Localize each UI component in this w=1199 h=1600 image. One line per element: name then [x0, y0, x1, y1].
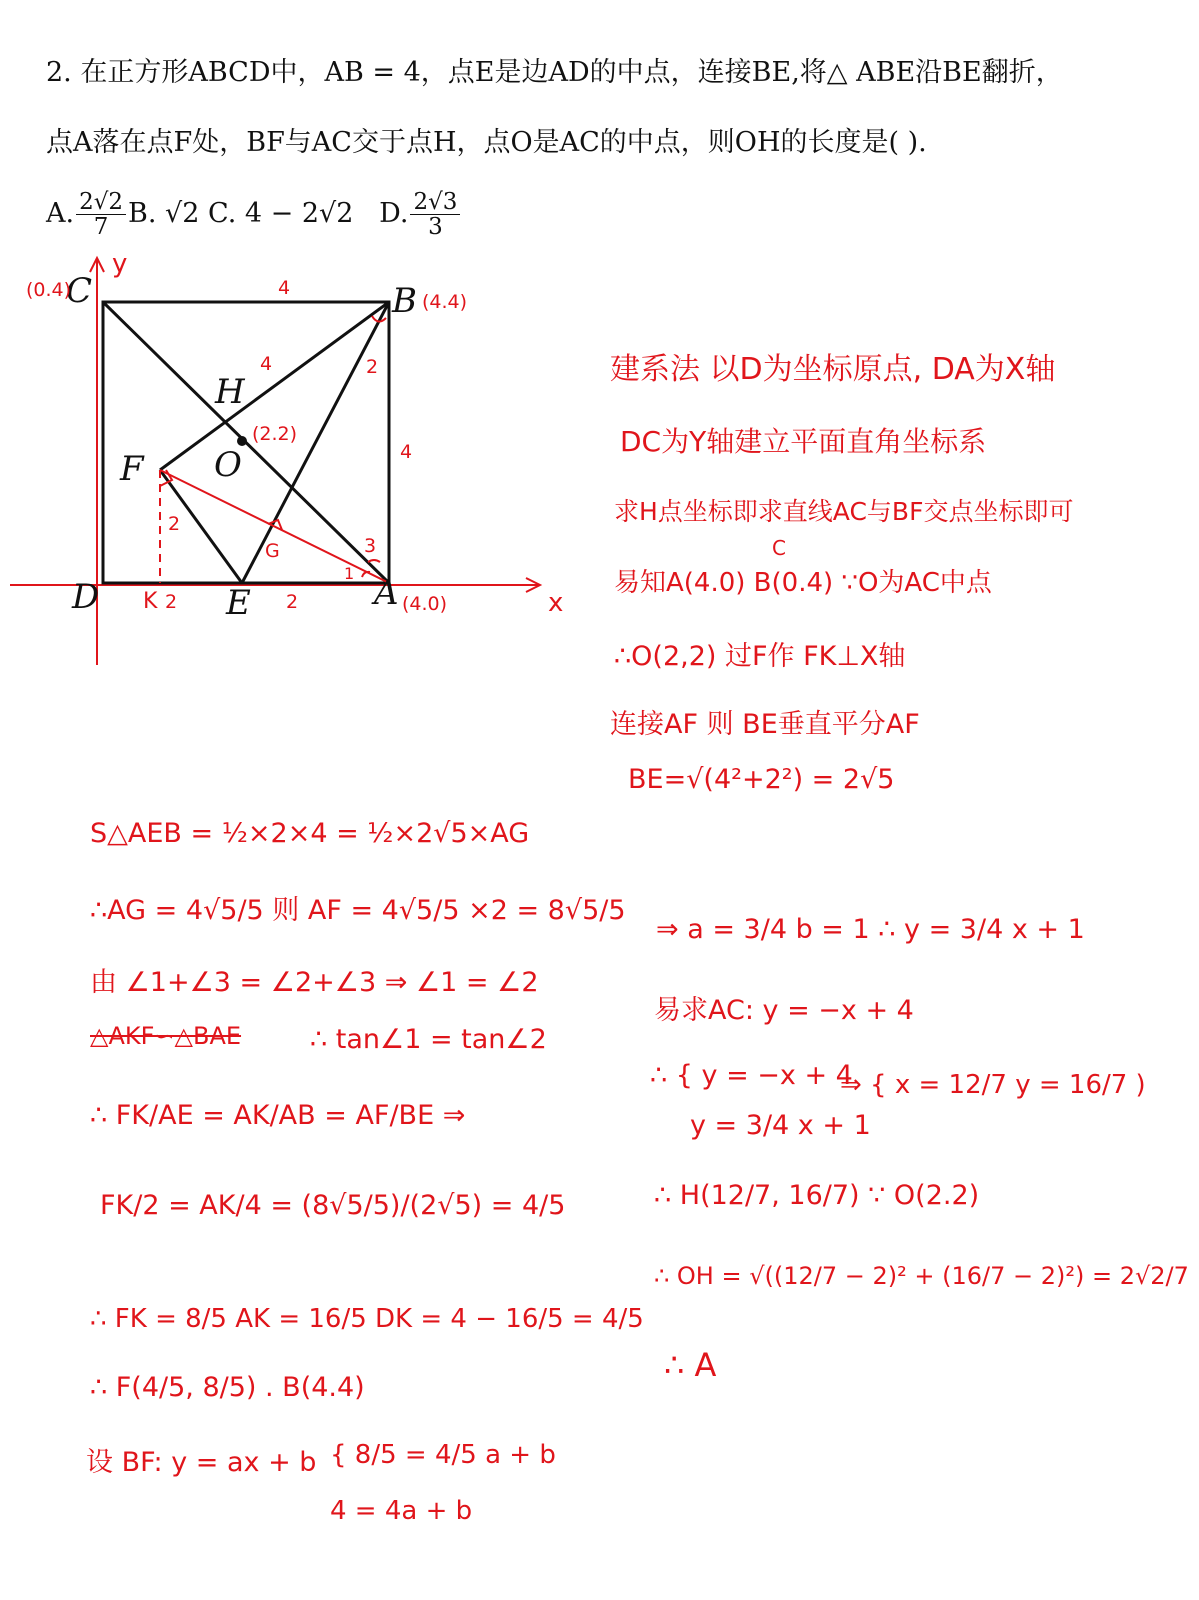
solution-mid-line-7: ∴ OH = √((12/7 − 2)² + (16/7 − 2)²) = 2√2/7 — [654, 1262, 1189, 1290]
solution-right-line-7: BE=√(4²+2²) = 2√5 — [628, 764, 895, 795]
solution-left-line-11: 4 = 4a + b — [330, 1496, 473, 1526]
solution-mid-line-2: 易求AC: y = −x + 4 — [654, 995, 914, 1026]
angle-1-arc — [362, 572, 370, 577]
problem-line-2: 点A落在点F处，BF与AC交于点H，点O是AC的中点，则OH的长度是( ). — [46, 127, 927, 158]
solution-mid-line-1: ⇒ a = 3/4 b = 1 ∴ y = 3/4 x + 1 — [656, 914, 1085, 945]
label-f: F — [120, 449, 144, 489]
solution-left-struck: △AKF∽△BAE — [90, 1022, 242, 1050]
label-d: D — [72, 577, 100, 617]
length-dk: 2 — [165, 591, 178, 613]
label-b: B — [392, 281, 417, 321]
label-a: A — [374, 573, 399, 613]
solution-left-line-3: 由 ∠1+∠3 = ∠2+∠3 ⇒ ∠1 = ∠2 — [90, 967, 539, 998]
coord-b: (4.4) — [422, 291, 468, 313]
angle-3-label: 3 — [364, 535, 377, 557]
option-a-numerator: 2√2 — [76, 190, 126, 215]
option-d-prefix: D. — [379, 198, 409, 230]
solution-mid-line-5: ⇒ { x = 12/7 y = 16/7 ) — [840, 1070, 1146, 1100]
solution-left-line-7: ∴ FK = 8/5 AK = 16/5 DK = 4 − 16/5 = 4/5 — [90, 1304, 644, 1334]
segment-af — [160, 470, 389, 583]
length-right: 4 — [400, 441, 413, 463]
solution-mid-line-6: ∴ H(12/7, 16/7) ∵ O(2.2) — [654, 1180, 980, 1211]
length-top: 4 — [278, 277, 291, 299]
coord-a: (4.0) — [402, 593, 448, 615]
label-o: O — [214, 445, 242, 485]
angle-2-label: 2 — [366, 356, 379, 378]
angle-1-label: 1 — [344, 564, 355, 583]
option-a-prefix: A. — [46, 198, 75, 230]
solution-left-line-10: { 8/5 = 4/5 a + b — [330, 1440, 556, 1470]
label-h: H — [215, 372, 245, 412]
solution-left-line-4: ∴ tan∠1 = tan∠2 — [310, 1024, 547, 1055]
solution-right-line-4: 易知A(4.0) B(0.4) ∵O为AC中点 — [614, 568, 992, 598]
solution-right-line-5: ∴O(2,2) 过F作 FK⊥X轴 — [614, 641, 906, 672]
solution-right-line-1: 建系法 以D为坐标原点, DA为X轴 — [610, 352, 1056, 387]
solution-right-note-c: C — [772, 536, 786, 560]
label-e: E — [226, 583, 251, 623]
coord-c: (0.4) — [26, 279, 72, 301]
solution-left-line-5: ∴ FK/AE = AK/AB = AF/BE ⇒ — [90, 1100, 466, 1131]
solution-mid-line-8: ∴ A — [664, 1346, 717, 1384]
angle-3-arc — [368, 560, 380, 562]
x-axis-label: x — [548, 588, 564, 618]
problem-line-1: 2. 在正方形ABCD中，AB = 4，点E是边AD的中点，连接BE,将△ ABE沿BE翻折， — [46, 57, 1063, 88]
solution-right-line-6: 连接AF 则 BE垂直平分AF — [610, 709, 920, 740]
label-g: G — [265, 540, 280, 562]
solution-right-line-2: DC为Y轴建立平面直角坐标系 — [620, 425, 987, 458]
length-ea: 2 — [286, 591, 299, 613]
length-bh: 4 — [260, 353, 273, 375]
solution-right-line-3: 求H点坐标即求直线AC与BF交点坐标即可 — [614, 497, 1074, 526]
solution-left-line-9: 设 BF: y = ax + b — [86, 1447, 317, 1478]
option-d-numerator: 2√3 — [410, 190, 460, 215]
label-k: K — [143, 589, 158, 614]
length-fk: 2 — [168, 513, 181, 535]
coord-o: (2.2) — [252, 423, 298, 445]
option-b: B. √2 — [128, 198, 200, 230]
option-d-denominator: 3 — [428, 214, 443, 241]
label-c: C — [66, 271, 93, 311]
y-axis-label: y — [112, 249, 128, 279]
solution-left-line-2: ∴AG = 4√5/5 则 AF = 4√5/5 ×2 = 8√5/5 — [90, 895, 626, 926]
solution-mid-line-4: y = 3/4 x + 1 — [690, 1110, 871, 1141]
solution-left-line-1: S△AEB = ½×2×4 = ½×2√5×AG — [90, 818, 530, 849]
solution-left-line-8: ∴ F(4/5, 8/5) . B(4.4) — [90, 1372, 365, 1403]
solution-left-line-6: FK/2 = AK/4 = (8√5/5)/(2√5) = 4/5 — [100, 1190, 566, 1221]
option-a-denominator: 7 — [93, 214, 109, 241]
solution-mid-line-3: ∴ { y = −x + 4 — [650, 1060, 853, 1091]
option-c: C. 4 − 2√2 — [208, 198, 354, 230]
